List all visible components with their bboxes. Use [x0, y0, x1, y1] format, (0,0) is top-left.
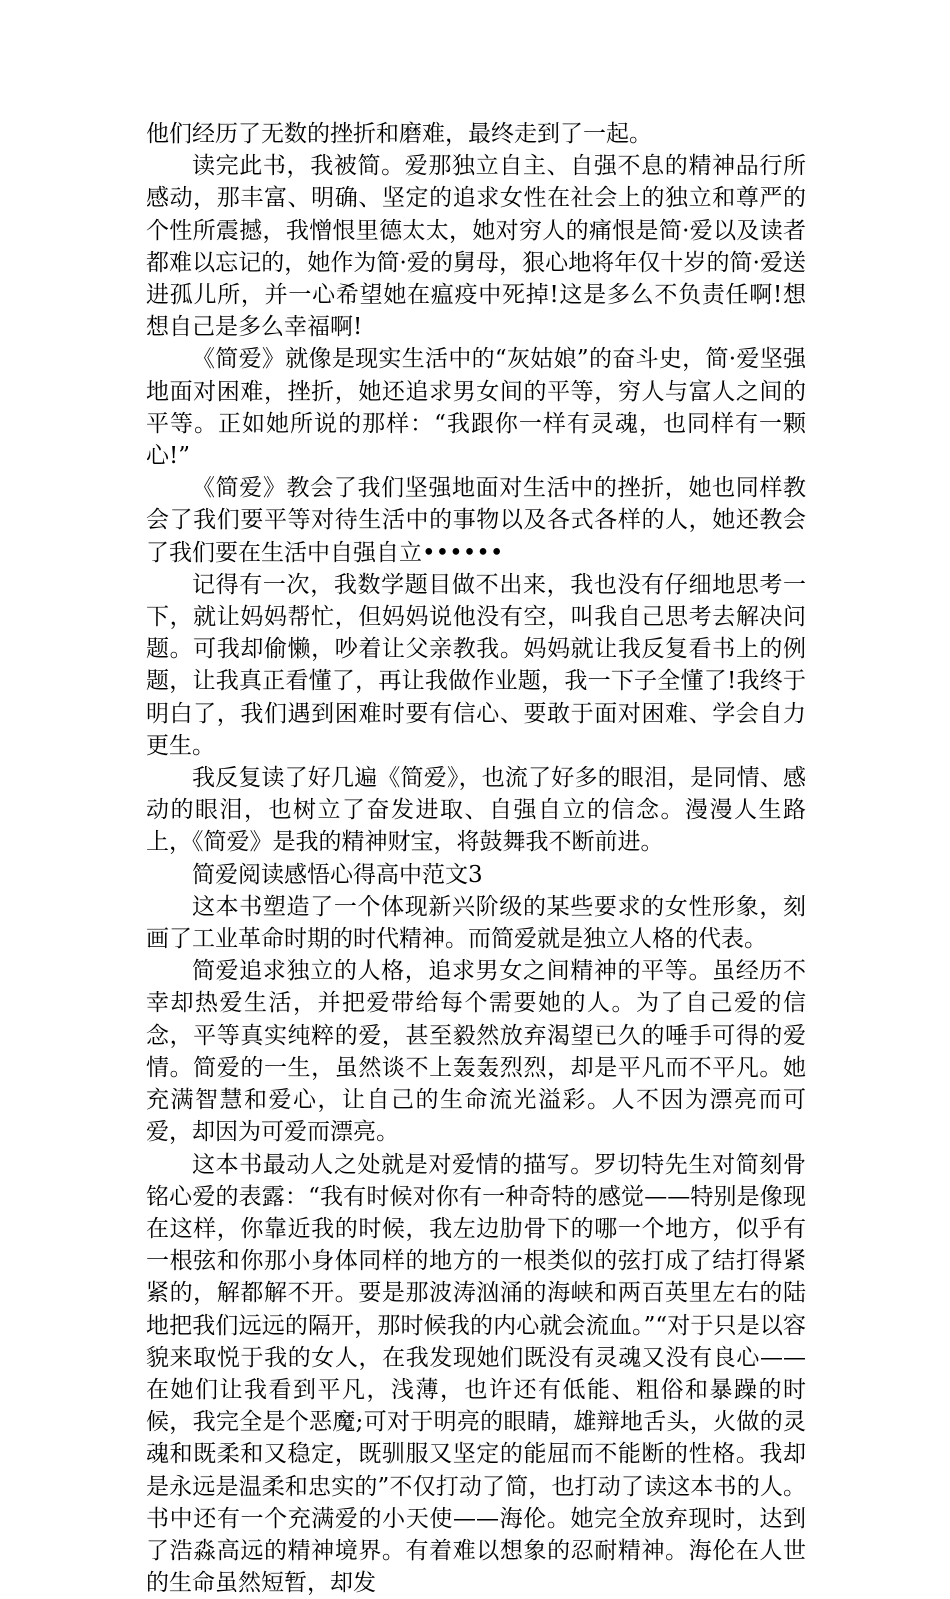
paragraph: 读完此书，我被简。爱那独立自主、自强不息的精神品行所感动，那丰富、明确、坚定的追求女性在社会上的独立和尊严的个性所震撼，我憎恨里德太太，她对穷人的痛恨是简·爱以及读者都难以忘记的，她作为简·爱的舅母，狠心地将年仅十岁的简·爱送进孤儿所，并一心希望她在瘟疫中死掉!这是多么不负责任啊!想想自己是多么幸福啊!: [146, 150, 806, 343]
document-body: [146, 118, 806, 1599]
paragraph: 他们经历了无数的挫折和磨难，最终走到了一起。: [146, 118, 806, 150]
paragraph: 这本书塑造了一个体现新兴阶级的某些要求的女性形象，刻画了工业革命时期的时代精神。而简爱就是独立人格的代表。: [146, 891, 806, 955]
paragraph: 记得有一次，我数学题目做不出来，我也没有仔细地思考一下，就让妈妈帮忙，但妈妈说他没有空，叫我自己思考去解决问题。可我却偷懒，吵着让父亲教我。妈妈就让我反复看书上的例题，让我真正看懂了，再让我做作业题，我一下子全懂了!我终于明白了，我们遇到困难时要有信心、要敢于面对困难、学会自力更生。: [146, 569, 806, 762]
paragraph: 这本书最动人之处就是对爱情的描写。罗切特先生对简刻骨铭心爱的表露：“我有时候对你有一种奇特的感觉——特别是像现在这样，你靠近我的时候，我左边肋骨下的哪一个地方，似乎有一根弦和你那小身体同样的地方的一根类似的弦打成了结打得紧紧的，解都解不开。要是那波涛汹涌的海峡和两百英里左右的陆地把我们远远的隔开，那时候我的内心就会流血。”“对于只是以容貌来取悦于我的女人，在我发现她们既没有灵魂又没有良心——在她们让我看到平凡，浅薄，也许还有低能、粗俗和暴躁的时候，我完全是个恶魔;可对于明亮的眼睛，雄辩地舌头，火做的灵魂和既柔和又稳定，既驯服又坚定的能屈而不能断的性格。我却是永远是温柔和忠实的”不仅打动了简，也打动了读这本书的人。书中还有一个充满爱的小天使——海伦。她完全放弃现时，达到了浩淼高远的精神境界。有着难以想象的忍耐精神。海伦在人世的生命虽然短暂，却发: [146, 1149, 806, 1599]
paragraph: 《简爱》就像是现实生活中的“灰姑娘”的奋斗史，简·爱坚强地面对困难，挫折，她还追求男女间的平等，穷人与富人之间的平等。正如她所说的那样：“我跟你一样有灵魂，也同样有一颗心!”: [146, 343, 806, 472]
paragraph: 简爱追求独立的人格，追求男女之间精神的平等。虽经历不幸却热爱生活，并把爱带给每个需要她的人。为了自己爱的信念，平等真实纯粹的爱，甚至毅然放弃渴望已久的唾手可得的爱情。简爱的一生，虽然谈不上轰轰烈烈，却是平凡而不平凡。她充满智慧和爱心，让自己的生命流光溢彩。人不因为漂亮而可爱，却因为可爱而漂亮。: [146, 955, 806, 1148]
paragraph: 我反复读了好几遍《简爱》，也流了好多的眼泪，是同情、感动的眼泪，也树立了奋发进取、自强自立的信念。漫漫人生路上，《简爱》是我的精神财宝，将鼓舞我不断前进。: [146, 762, 806, 859]
paragraph: 《简爱》教会了我们坚强地面对生活中的挫折，她也同样教会了我们要平等对待生活中的事物以及各式各样的人，她还教会了我们要在生活中自强自立••••••: [146, 472, 806, 569]
section-heading: 简爱阅读感悟心得高中范文3: [146, 859, 806, 891]
